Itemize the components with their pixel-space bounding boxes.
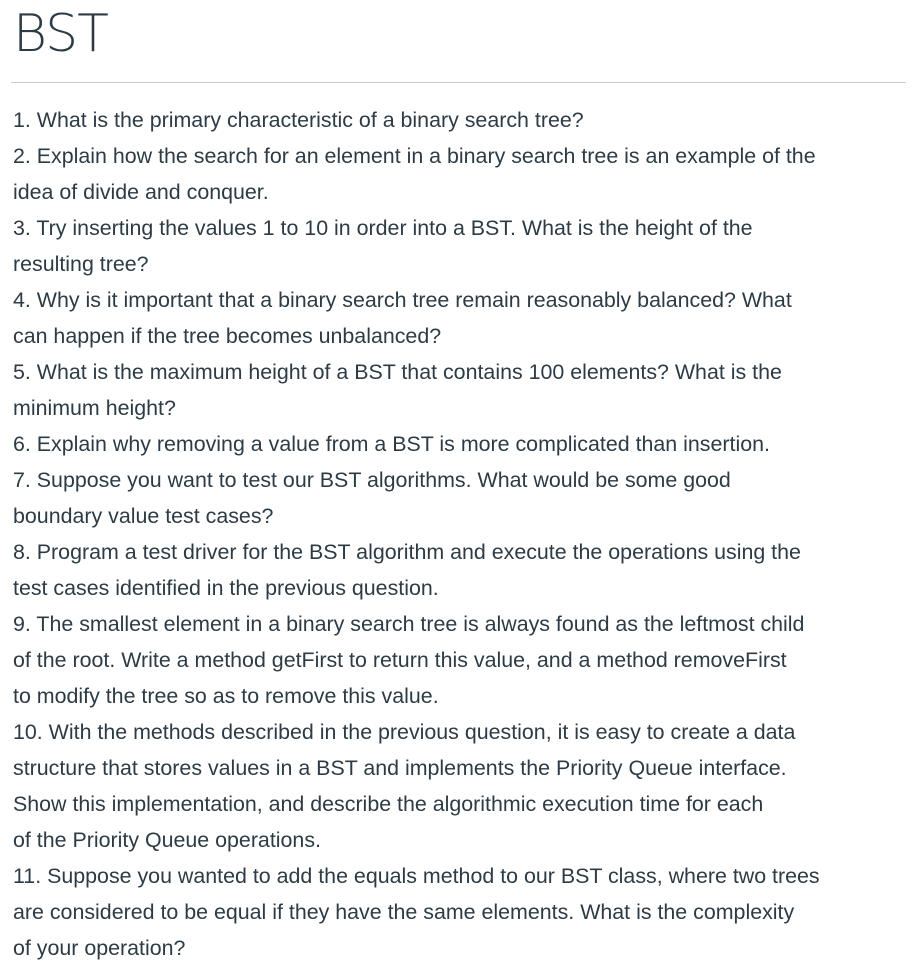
question-text-line: can happen if the tree becomes unbalanced? (13, 324, 442, 348)
question-item (13, 462, 911, 534)
page-title: BST (13, 4, 108, 64)
question-item (13, 606, 911, 714)
question-text-line: resulting tree? (13, 252, 149, 276)
question-item (13, 858, 911, 966)
question-text-line: to modify the tree so as to remove this value. (13, 684, 439, 708)
question-text-line: 5. What is the maximum height of a BST that contains 100 elements? What is the (13, 360, 782, 384)
question-text-line: test cases identified in the previous question. (13, 576, 439, 600)
question-text-line: 4. Why is it important that a binary search tree remain reasonably balanced? What (13, 288, 792, 312)
question-text-line: are considered to be equal if they have the same elements. What is the complexity (13, 900, 795, 924)
question-text-line: 2. Explain how the search for an element in a binary search tree is an example of the (13, 144, 816, 168)
question-item (13, 210, 911, 282)
question-item (13, 534, 911, 606)
question-item (13, 138, 911, 210)
question-item (13, 714, 911, 858)
question-text-line: 6. Explain why removing a value from a BST is more complicated than insertion. (13, 432, 770, 456)
question-text-line: of the Priority Queue operations. (13, 828, 321, 852)
question-text-line: Show this implementation, and describe the algorithmic execution time for each (13, 792, 764, 816)
question-item (13, 426, 911, 462)
question-text-line: of your operation? (13, 936, 186, 960)
question-text-line: structure that stores values in a BST and implements the Priority Queue interface. (13, 756, 787, 780)
question-text-line: 1. What is the primary characteristic of a binary search tree? (13, 108, 584, 132)
question-text-line: 3. Try inserting the values 1 to 10 in order into a BST. What is the height of the (13, 216, 753, 240)
question-text-line: minimum height? (13, 396, 176, 420)
question-text-line: 7. Suppose you want to test our BST algorithms. What would be some good (13, 468, 731, 492)
question-text-line: 9. The smallest element in a binary search tree is always found as the leftmost child (13, 612, 805, 636)
question-item (13, 102, 911, 138)
question-text-line: idea of divide and conquer. (13, 180, 269, 204)
question-text-line: boundary value test cases? (13, 504, 274, 528)
question-text-line: 8. Program a test driver for the BST algorithm and execute the operations using the (13, 540, 801, 564)
question-text-line: 10. With the methods described in the previous question, it is easy to create a data (13, 720, 796, 744)
question-text-line: 11. Suppose you wanted to add the equals method to our BST class, where two trees (13, 864, 820, 888)
question-item (13, 354, 911, 426)
question-text-line: of the root. Write a method getFirst to return this value, and a method removeFirst (13, 648, 787, 672)
title-divider (11, 82, 906, 83)
question-list (13, 102, 911, 966)
question-item (13, 282, 911, 354)
